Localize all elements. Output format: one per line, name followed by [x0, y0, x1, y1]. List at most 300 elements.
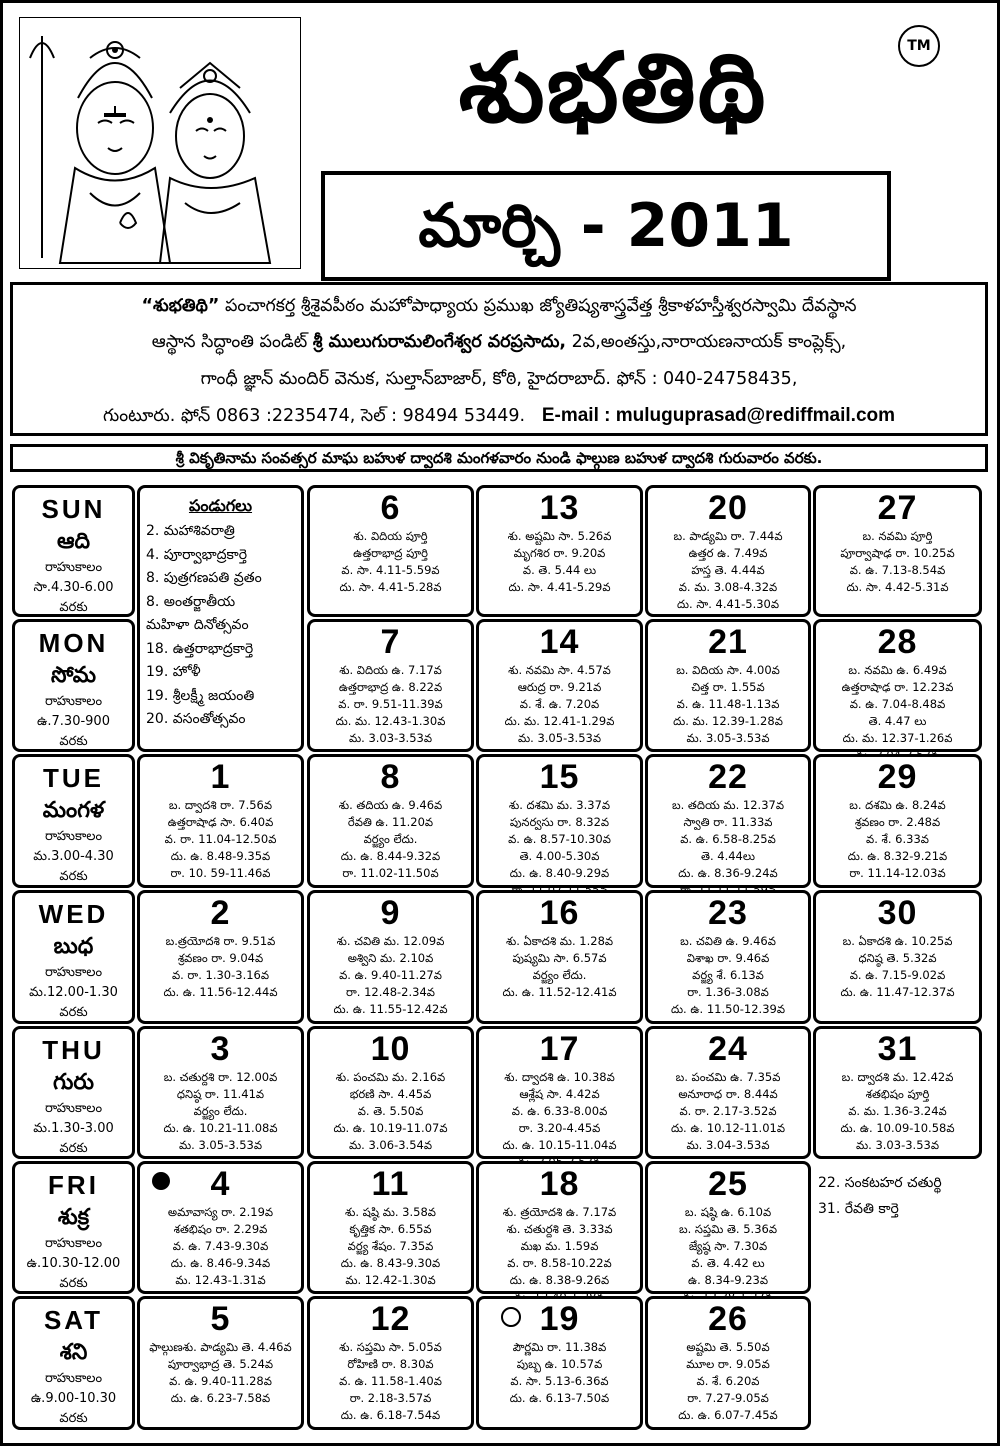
rahukalam-label: రాహుకాలం	[44, 965, 103, 980]
date-number: 11	[371, 1165, 410, 1203]
panchang-line: శు. నవమి సా. 4.57వ	[508, 663, 611, 677]
date-number: 29	[877, 758, 918, 796]
panchang-line: కృత్తిక సా. 6.55వ	[349, 1222, 432, 1236]
panchang-line: వ. ఉ. 11.58-1.40వ	[339, 1374, 442, 1388]
panchang-line: దు. సా. 4.41-5.30వ	[676, 597, 780, 611]
date-cell-19	[476, 1296, 643, 1430]
weekday-cell	[12, 1161, 135, 1294]
panchang-details	[479, 528, 640, 596]
panchang-line: శ్రవణం రా. 9.04వ	[177, 951, 264, 965]
festival-item: 19. శ్రీలక్ష్మీ జయంతి	[146, 687, 255, 704]
panchang-line: బ. తదియ మ. 12.37వ	[671, 798, 785, 812]
rahukalam-time: మ.3.00-4.30	[33, 849, 114, 864]
panchang-line: వ. ఉ. 9.40-11.28వ	[169, 1374, 272, 1388]
rahukalam-suffix: వరకు	[59, 1141, 88, 1156]
panchang-details	[648, 528, 808, 613]
panchang-details	[816, 662, 979, 764]
panchang-line: వ. ఉ. 7.04-8.48వ	[849, 697, 946, 711]
date-number: 31	[877, 1030, 918, 1068]
panchang-line: మఖ మ. 1.59వ	[520, 1239, 599, 1253]
trademark-badge: TM	[898, 25, 940, 67]
rahukalam-suffix: వరకు	[59, 1276, 88, 1291]
rahukalam-suffix: వరకు	[59, 734, 88, 749]
panchang-line: మ. 3.03-3.53వ	[855, 1138, 939, 1152]
festival-item: 2. మహాశివరాత్రి	[146, 523, 235, 539]
date-number: 4	[210, 1165, 231, 1203]
rahukalam-suffix: వరకు	[59, 600, 88, 615]
panchang-line: శు. ద్వాదశి ఉ. 10.38వ	[504, 1070, 615, 1084]
panchang-line: హస్త తె. 4.44వ	[691, 563, 765, 577]
panchang-line: మ. 3.03-3.53వ	[348, 731, 432, 745]
panchang-line: బ. పాడ్యమి రా. 7.44వ	[673, 529, 783, 543]
panchang-line: బ. నవమి పూర్తి	[862, 529, 933, 543]
panchang-line: వర్జ్య శేషం. 7.35వ	[347, 1239, 434, 1253]
panchang-details	[310, 1204, 471, 1289]
date-number: 24	[708, 1030, 748, 1068]
festivals-box-2	[818, 1170, 988, 1222]
panchang-line: దు. ఉ. 10.19-11.07వ	[333, 1121, 448, 1135]
deity-illustration	[19, 17, 301, 269]
panchang-line: వ. ఉ. 7.43-9.30వ	[172, 1239, 269, 1253]
panchang-details	[479, 797, 640, 899]
date-cell-27	[813, 485, 982, 617]
date-cell-9	[307, 890, 474, 1024]
panchang-line: ధనిష్ఠ తె. 5.32వ	[858, 951, 937, 965]
panchang-line: బ. సప్తమి తె. 5.36వ	[678, 1222, 778, 1236]
panchang-line: దు. మ. 12.41-1.29వ	[504, 714, 615, 728]
date-cell-14	[476, 619, 643, 752]
weekday-telugu: శుక్ర	[57, 1205, 90, 1230]
panchang-line: ఉ. 8.34-9.23వ	[687, 1273, 769, 1287]
rahukalam-label: రాహుకాలం	[44, 694, 103, 709]
new-moon-icon	[152, 1172, 170, 1190]
date-number: 6	[380, 489, 401, 527]
panchang-line: వ. మ. 3.08-4.32వ	[678, 580, 778, 594]
info-line-3: గాంధీ జ్ఞాన్ మందిర్ వెనుక, సుల్తాన్‌బాజార్, కోఠి, హైదరాబాద్. ఫోన్ : 040-24758435,	[200, 369, 798, 389]
weekday-english: THU	[42, 1035, 105, 1065]
panchang-line: పూర్వాభాద్ర తె. 5.24వ	[167, 1357, 274, 1371]
rahukalam-suffix: వరకు	[59, 869, 88, 884]
date-cell-22	[645, 754, 811, 888]
panchang-line: దు. ఉ. 11.47-12.37వ	[840, 985, 955, 999]
panchang-line: మ. 12.42-1.30వ	[345, 1273, 436, 1287]
panchang-line: వ. శే. ఉ. 7.20వ	[519, 697, 600, 711]
panchang-line: శు. దశమి మ. 3.37వ	[508, 798, 611, 812]
date-number: 30	[877, 894, 918, 932]
panchang-line: మ. 3.05-3.53వ	[686, 731, 770, 745]
date-cell-28	[813, 619, 982, 752]
rahukalam-time: ఉ.9.00-10.30	[30, 1391, 117, 1406]
weekday-cell	[12, 1026, 135, 1159]
shiva-parvati-image	[20, 18, 300, 268]
panchang-line: మ. 12.43-1.31వ	[175, 1273, 266, 1287]
panchang-line: వ. సా. 4.11-5.59వ	[341, 563, 440, 577]
panchang-line: శు. తదియ ఉ. 9.46వ	[338, 798, 443, 812]
panchang-line: రా. 10. 59-11.46వ	[170, 866, 271, 880]
panchang-line: వ. తె. 4.42 లు	[691, 1256, 765, 1270]
panchang-line: మ. 3.04-3.53వ	[686, 1138, 770, 1152]
rahukalam-label: రాహుకాలం	[44, 1236, 103, 1251]
panchang-line: రోహిణి రా. 8.30వ	[347, 1357, 434, 1371]
panchang-line: వర్జ్యం లేదు.	[363, 832, 418, 846]
date-number: 13	[539, 489, 580, 527]
date-cell-2	[137, 890, 304, 1024]
panchang-line: వ. ఉ. 8.57-10.30వ	[508, 832, 611, 846]
date-number: 17	[539, 1030, 580, 1068]
date-number: 16	[539, 894, 580, 932]
weekday-english: FRI	[48, 1170, 99, 1200]
panchang-line: దు. ఉ. 8.46-9.34వ	[170, 1256, 271, 1270]
panchang-line: పుష్యమి సా. 6.57వ	[512, 951, 607, 965]
weekday-english: WED	[38, 899, 109, 929]
date-cell-20	[645, 485, 811, 617]
panchang-line: దు. ఉ. 10.12-11.01వ	[670, 1121, 786, 1135]
panchang-details	[310, 1069, 471, 1154]
panchang-line: దు. ఉ. 8.48-9.35వ	[170, 849, 271, 863]
rahukalam-time: ఉ.10.30-12.00	[26, 1256, 121, 1271]
festival-item: 20. వసంతోత్సవం	[146, 711, 246, 727]
panchang-details	[310, 797, 471, 882]
panchang-line: వర్జ్యం లేదు.	[193, 1104, 248, 1118]
date-number: 1	[210, 758, 231, 796]
panchang-line: చిత్త రా. 1.55వ	[691, 680, 765, 694]
panchang-line: అష్టమి తె. 5.50వ	[686, 1340, 770, 1354]
panchang-line: దు. ఉ. 6.13-7.50వ	[509, 1391, 610, 1405]
panchang-line: వ. ఉ. 7.15-9.02వ	[849, 968, 946, 982]
panchang-details	[479, 933, 640, 1001]
panchang-line: బ. దశమి ఉ. 8.24వ	[849, 798, 946, 812]
panchang-details	[140, 1339, 301, 1407]
date-cell-17	[476, 1026, 643, 1159]
panchang-details	[648, 797, 808, 899]
panchang-line: వ. తె. 5.44 లు	[522, 563, 597, 577]
weekday-cell	[12, 1296, 135, 1430]
panchang-line: పౌర్ణమి రా. 11.38వ	[512, 1340, 607, 1354]
date-cell-15	[476, 754, 643, 888]
panchang-details	[140, 1204, 301, 1289]
panchang-line: విశాఖ రా. 9.46వ	[686, 951, 770, 965]
date-number: 18	[539, 1165, 580, 1203]
rahukalam-suffix: వరకు	[59, 1005, 88, 1020]
date-number: 20	[708, 489, 748, 527]
panchang-line: ఫాల్గుణశు. పాడ్యమి తె. 4.46వ	[149, 1340, 292, 1354]
panchang-line: వ. రా. 2.17-3.52వ	[679, 1104, 777, 1118]
rahukalam-time: మ.1.30-3.00	[33, 1121, 114, 1136]
rahukalam-label: రాహుకాలం	[44, 1371, 103, 1386]
panchang-line: దు. ఉ. 6.18-7.54వ	[340, 1408, 441, 1422]
panchang-line: దు. మ. 12.39-1.28వ	[673, 714, 783, 728]
panchang-details	[140, 797, 301, 882]
panchang-details	[648, 662, 808, 747]
weekday-cell	[12, 485, 135, 617]
panchang-line: దు. సా. 4.41-5.29వ	[508, 580, 611, 594]
panchang-details	[310, 1339, 471, 1424]
date-cell-24	[645, 1026, 811, 1159]
panchang-line: శతభిషం రా. 2.29వ	[173, 1222, 268, 1236]
festival-item: 18. ఉత్తరాభాద్రకార్తె	[146, 640, 254, 657]
panchang-line: రేవతి ఉ. 11.20వ	[347, 815, 434, 829]
date-number: 19	[539, 1300, 580, 1338]
festival-item: మహిళా దినోత్సవం	[146, 617, 249, 633]
author-name: శ్రీ ములుగురామలింగేశ్వర వరప్రసాదు,	[312, 332, 567, 352]
festival-item: 22. సంకటహర చతుర్థి	[818, 1175, 942, 1191]
panchang-details	[648, 1339, 808, 1424]
panchang-line: రా. 12.48-2.34వ	[346, 985, 435, 999]
rahukalam-suffix: వరకు	[59, 1411, 88, 1426]
panchang-line: శు. చవితి మ. 12.09వ	[336, 934, 445, 948]
panchang-line: మూల రా. 9.05వ	[686, 1357, 770, 1371]
date-cell-1	[137, 754, 304, 888]
panchang-details	[816, 933, 979, 1001]
weekday-telugu: సోమ	[51, 663, 96, 688]
panchang-line: మ. 3.05-3.53వ	[178, 1138, 262, 1152]
panchang-line: పునర్వసు రా. 8.32వ	[509, 815, 610, 829]
date-number: 7	[380, 623, 401, 661]
panchang-line: రా. 7.27-9.05వ	[687, 1391, 769, 1405]
date-number: 10	[370, 1030, 411, 1068]
samvatsara-banner: శ్రీ వికృతినామ సంవత్సర మాఘ బహుళ ద్వాదశి మంగళవారం నుండి ఫాల్గుణ బహుళ ద్వాదశి గురువారం వరకు.	[10, 444, 988, 472]
panchang-line: బ. చవితి ఉ. 9.46వ	[680, 934, 776, 948]
panchang-line: ఆరుద్ర రా. 9.21వ	[517, 680, 602, 694]
brand-quote: “శుభతిథి”	[141, 296, 220, 316]
panchang-line: ఉత్తరాషాఢ రా. 12.23వ	[841, 680, 954, 694]
panchang-line: వర్జ్యం లేదు.	[532, 968, 587, 982]
date-cell-18	[476, 1161, 643, 1294]
date-number: 26	[708, 1300, 748, 1338]
weekday-telugu: మంగళ	[42, 798, 105, 823]
rahukalam-label: రాహుకాలం	[44, 1101, 103, 1116]
panchang-line: శు. సప్తమి సా. 5.05వ	[339, 1340, 442, 1354]
panchang-line: దు. ఉ. 8.32-9.21వ	[847, 849, 948, 863]
panchang-line: తె. 4.47 లు	[868, 714, 927, 728]
panchang-line: తె. 4.44లు	[701, 849, 755, 863]
panchang-details	[479, 1204, 640, 1306]
panchang-line: వ. రా. 8.58-10.22వ	[507, 1256, 612, 1270]
panchang-details	[140, 933, 301, 1001]
rahukalam-label: రాహుకాలం	[44, 560, 103, 575]
panchang-line: శు. పంచమి మ. 2.16వ	[335, 1070, 446, 1084]
rahukalam-time: మ.12.00-1.30	[29, 985, 118, 1000]
date-number: 3	[210, 1030, 231, 1068]
date-number: 2	[210, 894, 231, 932]
panchang-line: వ. సా. 5.13-6.36వ	[510, 1374, 609, 1388]
panchang-line: దు. సా. 4.42-5.31వ	[846, 580, 949, 594]
panchang-line: ఉత్తరాషాఢ సా. 6.40వ	[167, 815, 274, 829]
panchang-line: బ.త్రయోదశి రా. 9.51వ	[165, 934, 276, 948]
panchang-line: వ. తె. 5.50వ	[357, 1104, 424, 1118]
panchang-line: దు. ఉ. 8.43-9.30వ	[340, 1256, 441, 1270]
panchang-line: బ. చతుర్దశి రా. 12.00వ	[163, 1070, 278, 1084]
panchang-line: దు. ఉ. 6.23-7.58వ	[170, 1391, 271, 1405]
festival-item: 4. పూర్వాభాద్రకార్తె	[146, 546, 247, 563]
info-line-2b: 2వ,అంతస్తు,నారాయణనాయక్ కాంప్లెక్స్,	[566, 332, 847, 352]
panchang-line: దు. మ. 12.37-1.26వ	[842, 731, 953, 745]
panchang-line: అనూరాధ రా. 8.44వ	[678, 1087, 778, 1101]
panchang-line: ఉత్తరాభాద్ర ఉ. 8.22వ	[338, 680, 443, 694]
panchang-line: శు. షష్ఠి మ. 3.58వ	[345, 1205, 436, 1219]
panchang-line: ఆశ్లేష సా. 4.42వ	[519, 1087, 600, 1101]
weekday-english: SUN	[41, 494, 106, 524]
weekday-english: MON	[38, 628, 109, 658]
panchang-details	[479, 662, 640, 747]
panchang-line: దు. ఉ. 10.15-11.04వ	[502, 1138, 617, 1152]
date-cell-8	[307, 754, 474, 888]
phone-line: గుంటూరు. ఫోన్ 0863 :2235474, సెల్ : 98494 53449.	[102, 406, 526, 426]
festival-item: 31. రేవతి కార్తె	[818, 1201, 899, 1217]
date-cell-3	[137, 1026, 304, 1159]
header	[3, 3, 997, 276]
panchang-line: దు. ఉ. 10.21-11.08వ	[163, 1121, 278, 1135]
panchang-line: బ. ఏకాదశి ఉ. 10.25వ	[842, 934, 953, 948]
panchang-line: ఉత్తరాభాద్ర పూర్తి	[353, 546, 428, 560]
festival-item: 8. పుత్రగణపతి వ్రతం	[146, 570, 262, 586]
panchang-details	[479, 1069, 640, 1171]
panchang-line: అమావాస్య రా. 2.19వ	[167, 1205, 274, 1219]
panchang-line: బ. ద్వాదశి మ. 12.42వ	[841, 1070, 954, 1084]
date-cell-26	[645, 1296, 811, 1430]
festivals-box	[137, 485, 304, 752]
panchang-line: పూర్వాషాఢ రా. 10.25వ	[840, 546, 955, 560]
panchang-line: రా. 11.02-11.50వ	[342, 866, 439, 880]
date-number: 8	[380, 758, 401, 796]
date-cell-30	[813, 890, 982, 1024]
panchang-line: వ. ఉ. 11.48-1.13వ	[676, 697, 780, 711]
date-cell-10	[307, 1026, 474, 1159]
date-number: 25	[708, 1165, 748, 1203]
panchang-line: శు. విదియ ఉ. 7.17వ	[339, 663, 442, 677]
panchang-line: దు. సా. 4.41-5.28వ	[339, 580, 442, 594]
panchang-line: మ. 3.05-3.53వ	[517, 731, 601, 745]
festival-item: 8. అంతర్జాతీయ	[146, 593, 236, 610]
panchang-line: వ. మ. 1.36-3.24వ	[848, 1104, 947, 1118]
panchang-line: రా. 3.20-4.45వ	[518, 1121, 601, 1135]
date-cell-11	[307, 1161, 474, 1294]
date-number: 5	[210, 1300, 231, 1338]
panchang-line: శు. అష్టమి సా. 5.26వ	[507, 529, 612, 543]
info-line-1	[13, 291, 985, 321]
weekday-english: TUE	[43, 763, 104, 793]
panchang-line: పుబ్బ ఉ. 10.57వ	[516, 1357, 603, 1371]
date-cell-16	[476, 890, 643, 1024]
panchang-line: శు. త్రయోదశి ఉ. 7.17వ	[502, 1205, 617, 1219]
panchang-line: రా. 1.36-3.08వ	[687, 985, 769, 999]
panchang-line: దు. ఉ. 11.56-12.44వ	[163, 985, 278, 999]
panchang-line: వర్జ్య శే. 6.13వ	[692, 968, 764, 982]
weekday-telugu: శని	[59, 1340, 88, 1365]
panchang-line: మృగశిర రా. 9.20వ	[513, 546, 606, 560]
panchang-details	[479, 1339, 640, 1407]
date-cell-6	[307, 485, 474, 617]
festival-item: 19. హోళీ	[146, 664, 201, 680]
date-number: 21	[708, 623, 748, 661]
panchang-details	[310, 528, 471, 596]
date-number: 14	[539, 623, 580, 661]
panchang-line: దు. ఉ. 6.07-7.45వ	[678, 1408, 778, 1422]
panchang-details	[816, 797, 979, 882]
panchang-details	[816, 1069, 979, 1154]
info-line-2a: ఆస్థాన సిద్ధాంతి పండిట్	[151, 332, 313, 352]
panchang-line: దు. ఉ. 11.55-12.42వ	[333, 1002, 448, 1016]
panchang-line: దు. ఉ. 10.09-10.58వ	[840, 1121, 955, 1135]
panchang-line: వ. ఉ. 6.58-8.25వ	[680, 832, 776, 846]
panchang-line: తె. 4.00-5.30వ	[519, 849, 600, 863]
date-cell-29	[813, 754, 982, 888]
info-line-1-text: పంచాగకర్త శ్రీశైవపీఠం మహోపాధ్యాయ ప్రముఖ జ్యోతిష్యశాస్త్రవేత్త శ్రీకాళహస్తీశ్వరస్వామి దేవస్థాన	[219, 296, 857, 316]
panchang-line: బ. నవమి ఉ. 6.49వ	[848, 663, 947, 677]
panchang-line: దు. ఉ. 11.52-12.41వ	[502, 985, 617, 999]
date-cell-7	[307, 619, 474, 752]
info-line-2	[13, 327, 985, 357]
panchang-line: దు. ఉ. 8.36-9.24వ	[678, 866, 778, 880]
date-number: 15	[539, 758, 580, 796]
date-cell-13	[476, 485, 643, 617]
panchang-line: అశ్విని మ. 2.10వ	[347, 951, 434, 965]
date-number: 12	[370, 1300, 411, 1338]
weekday-telugu: బుధ	[53, 934, 94, 959]
date-number: 9	[380, 894, 401, 932]
panchang-line: దు. ఉ. 8.40-9.29వ	[509, 866, 610, 880]
date-number: 22	[708, 758, 748, 796]
date-cell-25	[645, 1161, 811, 1294]
panchang-line: బ. ద్వాదశి రా. 7.56వ	[168, 798, 273, 812]
panchang-line: శతభిషం పూర్తి	[865, 1087, 930, 1101]
weekday-telugu: గురు	[52, 1070, 95, 1095]
panchang-details	[648, 1069, 808, 1154]
date-cell-23	[645, 890, 811, 1024]
panchang-line: వ. శే. 6.20వ	[696, 1374, 760, 1388]
panchang-line: వ. రా. 11.04-12.50వ	[164, 832, 277, 846]
panchang-line: రా. 2.18-3.57వ	[349, 1391, 432, 1405]
panchang-line: దు. మ. 12.43-1.30వ	[335, 714, 446, 728]
date-cell-12	[307, 1296, 474, 1430]
panchang-line: శు. ఏకాదశి మ. 1.28వ	[505, 934, 614, 948]
panchang-line: దు. ఉ. 8.38-9.26వ	[509, 1273, 610, 1287]
full-moon-icon	[501, 1307, 521, 1327]
weekday-english: SAT	[43, 1305, 104, 1335]
panchang-line: శ్రవణం రా. 2.48వ	[854, 815, 941, 829]
rahukalam-time: ఉ.7.30-900	[37, 714, 110, 729]
panchang-line: ఉత్తర ఉ. 7.49వ	[688, 546, 768, 560]
panchang-details	[816, 528, 979, 596]
panchang-details	[310, 933, 471, 1018]
weekday-cell	[12, 890, 135, 1024]
panchang-line: వ. శే. 6.33వ	[866, 832, 929, 846]
publisher-info	[10, 282, 988, 436]
panchang-details	[648, 933, 808, 1018]
panchang-line: స్వాతి రా. 11.33వ	[683, 815, 773, 829]
date-number: 23	[708, 894, 748, 932]
festivals-title: పండుగలు	[188, 496, 253, 515]
panchang-line: శు. చతుర్దశి తె. 3.33వ	[506, 1222, 613, 1236]
panchang-line: దు. ఉ. 8.44-9.32వ	[340, 849, 441, 863]
weekday-cell	[12, 754, 135, 888]
panchang-line: శు. విదియ పూర్తి	[353, 529, 428, 543]
date-number: 28	[877, 623, 918, 661]
rahukalam-label: రాహుకాలం	[44, 829, 103, 844]
panchang-line: బ. షష్ఠి ఉ. 6.10వ	[684, 1205, 772, 1219]
panchang-line: వ. ఉ. 9.40-11.27వ	[339, 968, 442, 982]
panchang-line: వ. రా. 1.30-3.16వ	[171, 968, 270, 982]
panchang-line: ధనిష్ఠ రా. 11.41వ	[176, 1087, 265, 1101]
weekday-cell	[12, 619, 135, 752]
panchang-line: వ. ఉ. 7.13-8.54వ	[849, 563, 946, 577]
panchang-details	[310, 662, 471, 747]
date-cell-5	[137, 1296, 304, 1430]
info-line-4	[13, 401, 985, 431]
brand-title: శుభతిథి	[458, 32, 768, 144]
panchang-details	[648, 1204, 808, 1306]
panchang-line: బ. విదియ సా. 4.00వ	[676, 663, 780, 677]
